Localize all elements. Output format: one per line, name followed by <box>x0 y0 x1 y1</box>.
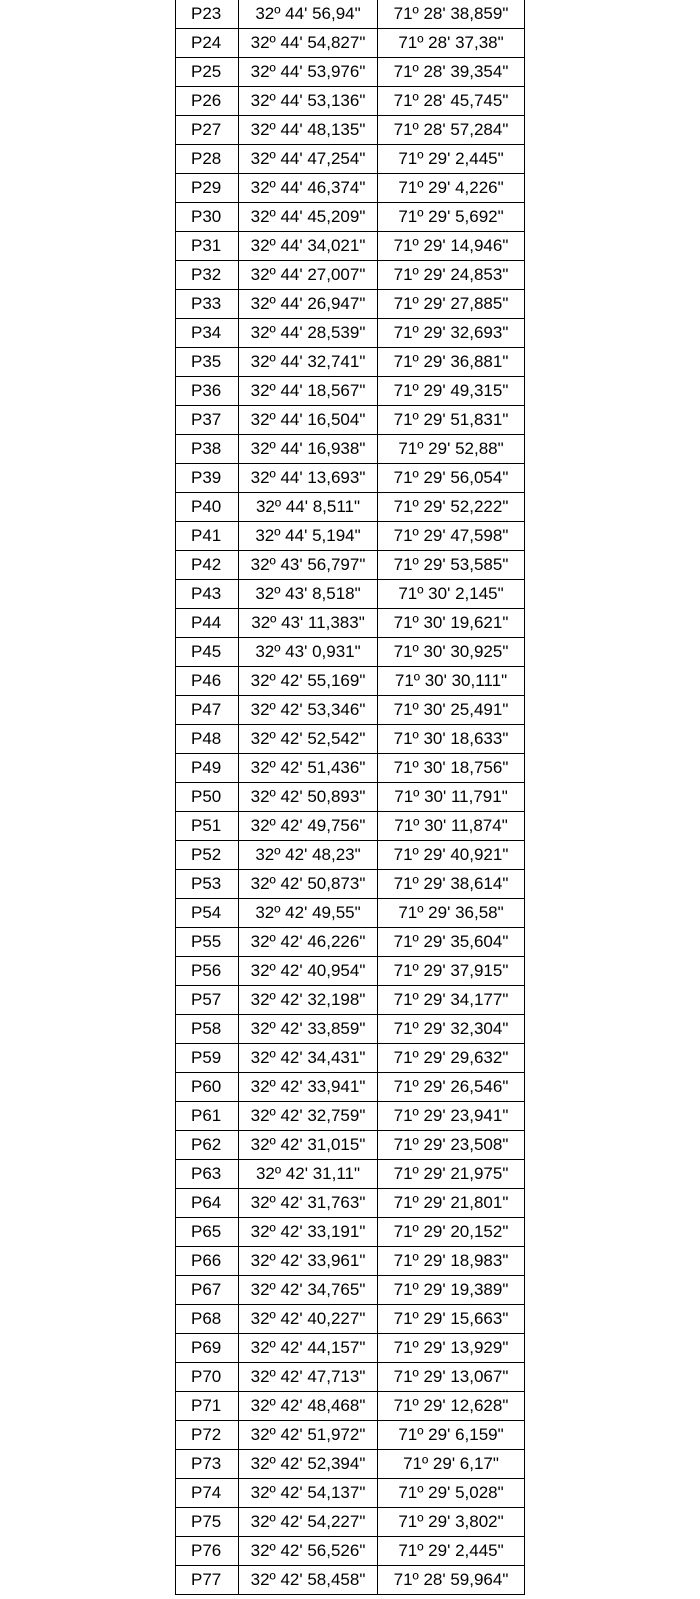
point-id-cell: P57 <box>176 986 239 1015</box>
point-id-cell: P68 <box>176 1305 239 1334</box>
table-row <box>176 1421 525 1450</box>
point-id-cell: P52 <box>176 841 239 870</box>
latitude-cell: 32º 44' 8,511" <box>239 493 378 522</box>
latitude-cell: 32º 42' 34,431" <box>239 1044 378 1073</box>
longitude-cell: 71º 29' 18,983" <box>378 1247 525 1276</box>
table-row <box>176 841 525 870</box>
table-row <box>176 1247 525 1276</box>
table-row <box>176 551 525 580</box>
latitude-cell: 32º 44' 48,135" <box>239 116 378 145</box>
longitude-cell: 71º 29' 27,885" <box>378 290 525 319</box>
latitude-cell: 32º 42' 40,227" <box>239 1305 378 1334</box>
longitude-cell: 71º 30' 11,874" <box>378 812 525 841</box>
point-id-cell: P48 <box>176 725 239 754</box>
table-row <box>176 203 525 232</box>
latitude-cell: 32º 44' 28,539" <box>239 319 378 348</box>
longitude-cell: 71º 29' 36,881" <box>378 348 525 377</box>
latitude-cell: 32º 43' 56,797" <box>239 551 378 580</box>
point-id-cell: P43 <box>176 580 239 609</box>
table-row <box>176 667 525 696</box>
longitude-cell: 71º 29' 6,159" <box>378 1421 525 1450</box>
point-id-cell: P76 <box>176 1537 239 1566</box>
table-row <box>176 812 525 841</box>
latitude-cell: 32º 44' 47,254" <box>239 145 378 174</box>
longitude-cell: 71º 30' 2,145" <box>378 580 525 609</box>
point-id-cell: P51 <box>176 812 239 841</box>
point-id-cell: P37 <box>176 406 239 435</box>
longitude-cell: 71º 29' 13,067" <box>378 1363 525 1392</box>
table-row <box>176 609 525 638</box>
latitude-cell: 32º 42' 52,542" <box>239 725 378 754</box>
point-id-cell: P49 <box>176 754 239 783</box>
point-id-cell: P46 <box>176 667 239 696</box>
table-row <box>176 1189 525 1218</box>
point-id-cell: P69 <box>176 1334 239 1363</box>
latitude-cell: 32º 43' 11,383" <box>239 609 378 638</box>
point-id-cell: P30 <box>176 203 239 232</box>
table-row <box>176 899 525 928</box>
latitude-cell: 32º 44' 54,827" <box>239 29 378 58</box>
longitude-cell: 71º 29' 36,58" <box>378 899 525 928</box>
longitude-cell: 71º 29' 2,445" <box>378 145 525 174</box>
table-row <box>176 725 525 754</box>
point-id-cell: P38 <box>176 435 239 464</box>
latitude-cell: 32º 44' 56,94" <box>239 0 378 29</box>
point-id-cell: P29 <box>176 174 239 203</box>
latitude-cell: 32º 42' 47,713" <box>239 1363 378 1392</box>
point-id-cell: P41 <box>176 522 239 551</box>
longitude-cell: 71º 28' 59,964" <box>378 1566 525 1595</box>
latitude-cell: 32º 42' 49,55" <box>239 899 378 928</box>
point-id-cell: P47 <box>176 696 239 725</box>
point-id-cell: P33 <box>176 290 239 319</box>
latitude-cell: 32º 44' 53,976" <box>239 58 378 87</box>
latitude-cell: 32º 42' 33,859" <box>239 1015 378 1044</box>
latitude-cell: 32º 44' 46,374" <box>239 174 378 203</box>
point-id-cell: P40 <box>176 493 239 522</box>
longitude-cell: 71º 29' 23,941" <box>378 1102 525 1131</box>
latitude-cell: 32º 43' 8,518" <box>239 580 378 609</box>
longitude-cell: 71º 30' 19,621" <box>378 609 525 638</box>
latitude-cell: 32º 42' 56,526" <box>239 1537 378 1566</box>
point-id-cell: P55 <box>176 928 239 957</box>
longitude-cell: 71º 29' 4,226" <box>378 174 525 203</box>
latitude-cell: 32º 42' 32,198" <box>239 986 378 1015</box>
point-id-cell: P70 <box>176 1363 239 1392</box>
table-row <box>176 1073 525 1102</box>
latitude-cell: 32º 44' 16,504" <box>239 406 378 435</box>
point-id-cell: P31 <box>176 232 239 261</box>
latitude-cell: 32º 42' 55,169" <box>239 667 378 696</box>
point-id-cell: P56 <box>176 957 239 986</box>
table-row <box>176 783 525 812</box>
longitude-cell: 71º 29' 23,508" <box>378 1131 525 1160</box>
point-id-cell: P26 <box>176 87 239 116</box>
table-row <box>176 348 525 377</box>
latitude-cell: 32º 43' 0,931" <box>239 638 378 667</box>
longitude-cell: 71º 30' 18,756" <box>378 754 525 783</box>
point-id-cell: P44 <box>176 609 239 638</box>
latitude-cell: 32º 44' 34,021" <box>239 232 378 261</box>
point-id-cell: P72 <box>176 1421 239 1450</box>
table-row <box>176 1160 525 1189</box>
point-id-cell: P54 <box>176 899 239 928</box>
longitude-cell: 71º 29' 35,604" <box>378 928 525 957</box>
longitude-cell: 71º 29' 52,222" <box>378 493 525 522</box>
latitude-cell: 32º 44' 13,693" <box>239 464 378 493</box>
longitude-cell: 71º 29' 12,628" <box>378 1392 525 1421</box>
point-id-cell: P50 <box>176 783 239 812</box>
point-id-cell: P74 <box>176 1479 239 1508</box>
longitude-cell: 71º 29' 47,598" <box>378 522 525 551</box>
longitude-cell: 71º 28' 37,38" <box>378 29 525 58</box>
latitude-cell: 32º 42' 48,23" <box>239 841 378 870</box>
latitude-cell: 32º 42' 52,394" <box>239 1450 378 1479</box>
latitude-cell: 32º 42' 51,972" <box>239 1421 378 1450</box>
table-row <box>176 1102 525 1131</box>
longitude-cell: 71º 29' 20,152" <box>378 1218 525 1247</box>
longitude-cell: 71º 30' 25,491" <box>378 696 525 725</box>
table-row <box>176 696 525 725</box>
longitude-cell: 71º 29' 37,915" <box>378 957 525 986</box>
table-row <box>176 290 525 319</box>
table-row <box>176 261 525 290</box>
latitude-cell: 32º 42' 44,157" <box>239 1334 378 1363</box>
table-row <box>176 1305 525 1334</box>
latitude-cell: 32º 44' 16,938" <box>239 435 378 464</box>
point-id-cell: P61 <box>176 1102 239 1131</box>
table-row <box>176 58 525 87</box>
longitude-cell: 71º 28' 38,859" <box>378 0 525 29</box>
table-row <box>176 1015 525 1044</box>
latitude-cell: 32º 44' 53,136" <box>239 87 378 116</box>
latitude-cell: 32º 42' 58,458" <box>239 1566 378 1595</box>
longitude-cell: 71º 28' 39,354" <box>378 58 525 87</box>
longitude-cell: 71º 29' 38,614" <box>378 870 525 899</box>
latitude-cell: 32º 42' 33,961" <box>239 1247 378 1276</box>
point-id-cell: P64 <box>176 1189 239 1218</box>
point-id-cell: P62 <box>176 1131 239 1160</box>
point-id-cell: P66 <box>176 1247 239 1276</box>
longitude-cell: 71º 28' 45,745" <box>378 87 525 116</box>
point-id-cell: P73 <box>176 1450 239 1479</box>
longitude-cell: 71º 29' 6,17" <box>378 1450 525 1479</box>
point-id-cell: P65 <box>176 1218 239 1247</box>
table-row <box>176 145 525 174</box>
table-row <box>176 1218 525 1247</box>
latitude-cell: 32º 42' 54,227" <box>239 1508 378 1537</box>
longitude-cell: 71º 30' 18,633" <box>378 725 525 754</box>
point-id-cell: P58 <box>176 1015 239 1044</box>
latitude-cell: 32º 42' 31,11" <box>239 1160 378 1189</box>
latitude-cell: 32º 44' 26,947" <box>239 290 378 319</box>
longitude-cell: 71º 29' 40,921" <box>378 841 525 870</box>
point-id-cell: P45 <box>176 638 239 667</box>
point-id-cell: P24 <box>176 29 239 58</box>
point-id-cell: P75 <box>176 1508 239 1537</box>
longitude-cell: 71º 30' 30,925" <box>378 638 525 667</box>
longitude-cell: 71º 29' 3,802" <box>378 1508 525 1537</box>
latitude-cell: 32º 42' 50,873" <box>239 870 378 899</box>
longitude-cell: 71º 29' 15,663" <box>378 1305 525 1334</box>
table-row <box>176 1479 525 1508</box>
table-row <box>176 1450 525 1479</box>
point-id-cell: P42 <box>176 551 239 580</box>
longitude-cell: 71º 29' 29,632" <box>378 1044 525 1073</box>
table-row <box>176 464 525 493</box>
longitude-cell: 71º 29' 21,801" <box>378 1189 525 1218</box>
longitude-cell: 71º 30' 30,111" <box>378 667 525 696</box>
latitude-cell: 32º 42' 33,191" <box>239 1218 378 1247</box>
latitude-cell: 32º 42' 46,226" <box>239 928 378 957</box>
point-id-cell: P25 <box>176 58 239 87</box>
table-row <box>176 986 525 1015</box>
longitude-cell: 71º 29' 26,546" <box>378 1073 525 1102</box>
coordinates-table <box>175 0 525 1595</box>
table-row <box>176 377 525 406</box>
latitude-cell: 32º 42' 33,941" <box>239 1073 378 1102</box>
point-id-cell: P23 <box>176 0 239 29</box>
latitude-cell: 32º 42' 54,137" <box>239 1479 378 1508</box>
table-row <box>176 1131 525 1160</box>
point-id-cell: P63 <box>176 1160 239 1189</box>
point-id-cell: P36 <box>176 377 239 406</box>
table-row <box>176 116 525 145</box>
table-row <box>176 232 525 261</box>
table-row <box>176 174 525 203</box>
table-row <box>176 1044 525 1073</box>
latitude-cell: 32º 44' 45,209" <box>239 203 378 232</box>
latitude-cell: 32º 44' 27,007" <box>239 261 378 290</box>
longitude-cell: 71º 29' 56,054" <box>378 464 525 493</box>
table-row <box>176 1392 525 1421</box>
table-row <box>176 928 525 957</box>
table-row <box>176 87 525 116</box>
longitude-cell: 71º 29' 13,929" <box>378 1334 525 1363</box>
point-id-cell: P39 <box>176 464 239 493</box>
longitude-cell: 71º 29' 14,946" <box>378 232 525 261</box>
latitude-cell: 32º 42' 50,893" <box>239 783 378 812</box>
table-row <box>176 1508 525 1537</box>
longitude-cell: 71º 29' 2,445" <box>378 1537 525 1566</box>
table-row <box>176 1566 525 1595</box>
latitude-cell: 32º 42' 31,763" <box>239 1189 378 1218</box>
latitude-cell: 32º 42' 40,954" <box>239 957 378 986</box>
latitude-cell: 32º 42' 49,756" <box>239 812 378 841</box>
latitude-cell: 32º 42' 51,436" <box>239 754 378 783</box>
latitude-cell: 32º 42' 32,759" <box>239 1102 378 1131</box>
longitude-cell: 71º 29' 24,853" <box>378 261 525 290</box>
latitude-cell: 32º 42' 53,346" <box>239 696 378 725</box>
longitude-cell: 71º 29' 49,315" <box>378 377 525 406</box>
point-id-cell: P77 <box>176 1566 239 1595</box>
table-row <box>176 319 525 348</box>
longitude-cell: 71º 29' 19,389" <box>378 1276 525 1305</box>
longitude-cell: 71º 28' 57,284" <box>378 116 525 145</box>
point-id-cell: P67 <box>176 1276 239 1305</box>
point-id-cell: P34 <box>176 319 239 348</box>
longitude-cell: 71º 29' 5,692" <box>378 203 525 232</box>
point-id-cell: P71 <box>176 1392 239 1421</box>
point-id-cell: P35 <box>176 348 239 377</box>
table-row <box>176 1363 525 1392</box>
point-id-cell: P60 <box>176 1073 239 1102</box>
longitude-cell: 71º 29' 21,975" <box>378 1160 525 1189</box>
table-row <box>176 580 525 609</box>
longitude-cell: 71º 29' 34,177" <box>378 986 525 1015</box>
table-row <box>176 638 525 667</box>
point-id-cell: P53 <box>176 870 239 899</box>
table-row <box>176 435 525 464</box>
latitude-cell: 32º 44' 32,741" <box>239 348 378 377</box>
coordinates-table-body <box>176 0 525 1595</box>
table-row <box>176 1276 525 1305</box>
table-row <box>176 29 525 58</box>
latitude-cell: 32º 42' 31,015" <box>239 1131 378 1160</box>
table-row <box>176 1334 525 1363</box>
longitude-cell: 71º 29' 5,028" <box>378 1479 525 1508</box>
table-row <box>176 406 525 435</box>
table-row <box>176 957 525 986</box>
table-row <box>176 0 525 29</box>
longitude-cell: 71º 29' 52,88" <box>378 435 525 464</box>
longitude-cell: 71º 30' 11,791" <box>378 783 525 812</box>
longitude-cell: 71º 29' 32,304" <box>378 1015 525 1044</box>
point-id-cell: P27 <box>176 116 239 145</box>
latitude-cell: 32º 44' 5,194" <box>239 522 378 551</box>
point-id-cell: P32 <box>176 261 239 290</box>
table-row <box>176 493 525 522</box>
table-row <box>176 754 525 783</box>
table-row <box>176 522 525 551</box>
longitude-cell: 71º 29' 32,693" <box>378 319 525 348</box>
latitude-cell: 32º 42' 34,765" <box>239 1276 378 1305</box>
point-id-cell: P28 <box>176 145 239 174</box>
table-row <box>176 1537 525 1566</box>
longitude-cell: 71º 29' 53,585" <box>378 551 525 580</box>
longitude-cell: 71º 29' 51,831" <box>378 406 525 435</box>
latitude-cell: 32º 42' 48,468" <box>239 1392 378 1421</box>
point-id-cell: P59 <box>176 1044 239 1073</box>
table-row <box>176 870 525 899</box>
latitude-cell: 32º 44' 18,567" <box>239 377 378 406</box>
